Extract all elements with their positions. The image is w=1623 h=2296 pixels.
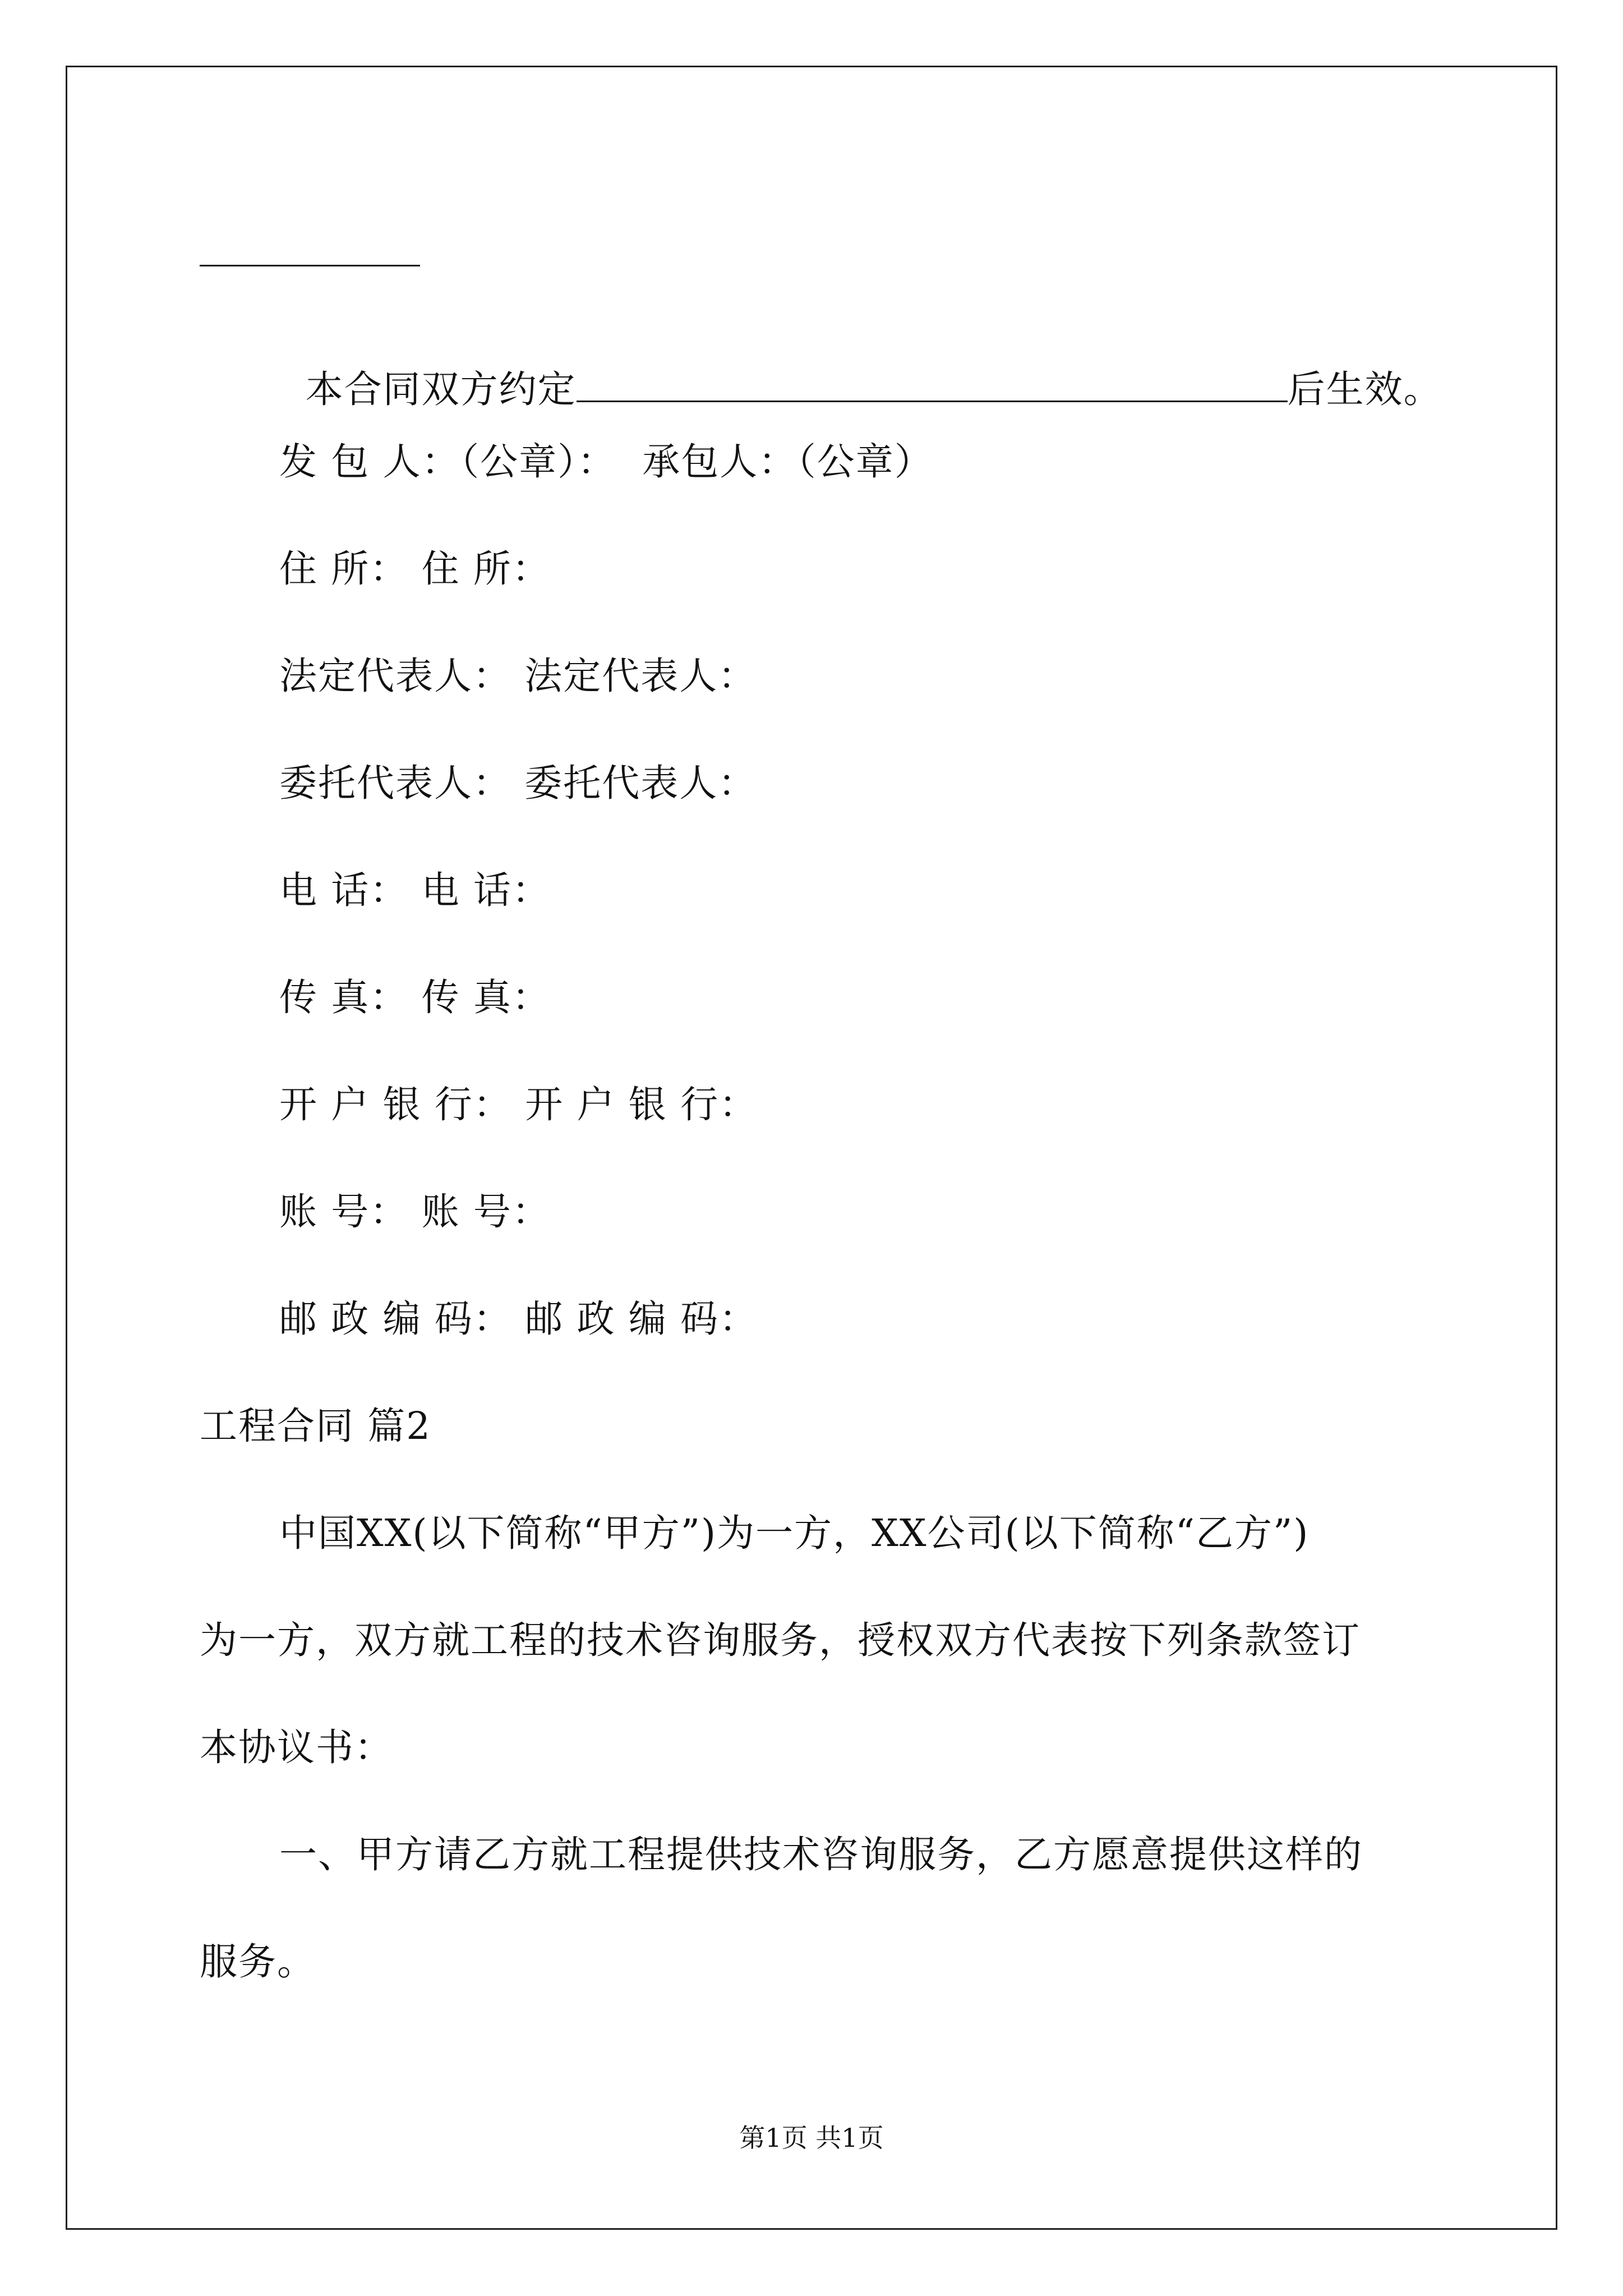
effective-clause-prefix: 本合同双方约定 bbox=[305, 367, 577, 411]
intro-line: 中国XX(以下简称“甲方”)为一方，XX公司(以下简称“乙方”) bbox=[279, 1511, 1310, 1555]
signature-entrusted-rep: 委托代表人： 委托代表人： bbox=[279, 761, 757, 805]
signature-account: 账 号： 账 号： bbox=[279, 1190, 551, 1234]
signature-phone: 电 话： 电 话： bbox=[279, 868, 551, 912]
signature-bank: 开 户 银 行： 开 户 银 行： bbox=[279, 1083, 758, 1126]
signature-parties: 发 包 人：（公章）： 承包人：（公章） bbox=[279, 440, 933, 484]
signature-fax: 传 真： 传 真： bbox=[279, 976, 551, 1019]
effective-clause-suffix: 后生效。 bbox=[1287, 367, 1442, 411]
intro-line: 为一方，双方就工程的技术咨询服务，授权双方代表按下列条款签订 bbox=[200, 1618, 1361, 1662]
signature-postal: 邮 政 编 码： 邮 政 编 码： bbox=[279, 1297, 758, 1341]
section-title: 工程合同 篇2 bbox=[200, 1404, 431, 1448]
page-footer: 第1页 共1页 bbox=[739, 2123, 884, 2153]
clause-one-line: 服务。 bbox=[200, 1940, 316, 1984]
signature-address: 住 所： 住 所： bbox=[279, 547, 551, 591]
effective-clause-blank bbox=[577, 369, 1288, 402]
signature-legal-rep: 法定代表人： 法定代表人： bbox=[279, 654, 757, 698]
clause-one-line: 一、甲方请乙方就工程提供技术咨询服务，乙方愿意提供这样的 bbox=[279, 1833, 1363, 1876]
effective-clause bbox=[279, 332, 1442, 411]
blank-underline-top bbox=[200, 265, 420, 266]
intro-line: 本协议书： bbox=[200, 1726, 393, 1769]
